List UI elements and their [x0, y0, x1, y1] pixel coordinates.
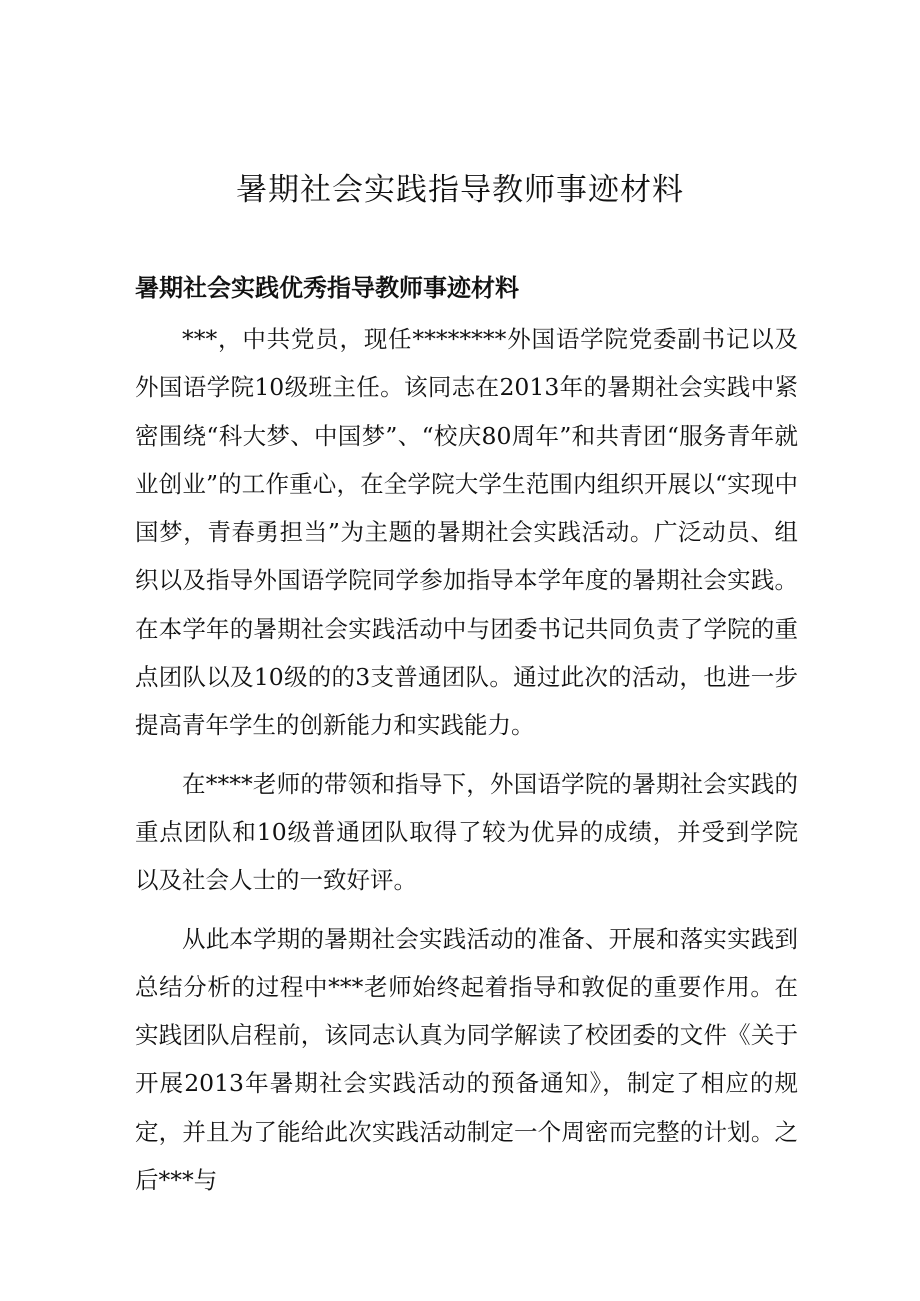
paragraph-1: ***，中共党员，现任********外国语学院党委副书记以及外国语学院10级班主任。该同志在2013年的暑期社会实践中紧密围绕“科大梦、中国梦”、“校庆80周年”和共青团“服务青年就业创业”的工作重心，在全学院大学生范围内组织开展以“实现中国梦，青春勇担当”为主题的暑期社会实践活动。广泛动员、组织以及指导外国语学院同学参加指导本学年度的暑期社会实践。在本学年的暑期社会实践活动中与团委书记共同负责了学院的重点团队以及10级的的3支普通团队。通过此次的活动，也进一步提高青年学生的创新能力和实践能力。	[135, 325, 798, 740]
paragraph-2: 在****老师的带领和指导下，外国语学院的暑期社会实践的重点团队和10级普通团队取得了较为优异的成绩，并受到学院以及社会人士的一致好评。	[135, 769, 798, 895]
document-title: 暑期社会实践指导教师事迹材料	[236, 172, 684, 208]
section-heading: 暑期社会实践优秀指导教师事迹材料	[135, 274, 519, 302]
paragraph-3: 从此本学期的暑期社会实践活动的准备、开展和落实实践到总结分析的过程中***老师始终起着指导和敦促的重要作用。在实践团队启程前，该同志认真为同学解读了校团委的文件《关于开展2013年暑期社会实践活动的预备通知》，制定了相应的规定，并且为了能给此次实践活动制定一个周密而完整的计划。之后***与	[135, 924, 798, 1195]
body-text	[135, 315, 798, 1214]
